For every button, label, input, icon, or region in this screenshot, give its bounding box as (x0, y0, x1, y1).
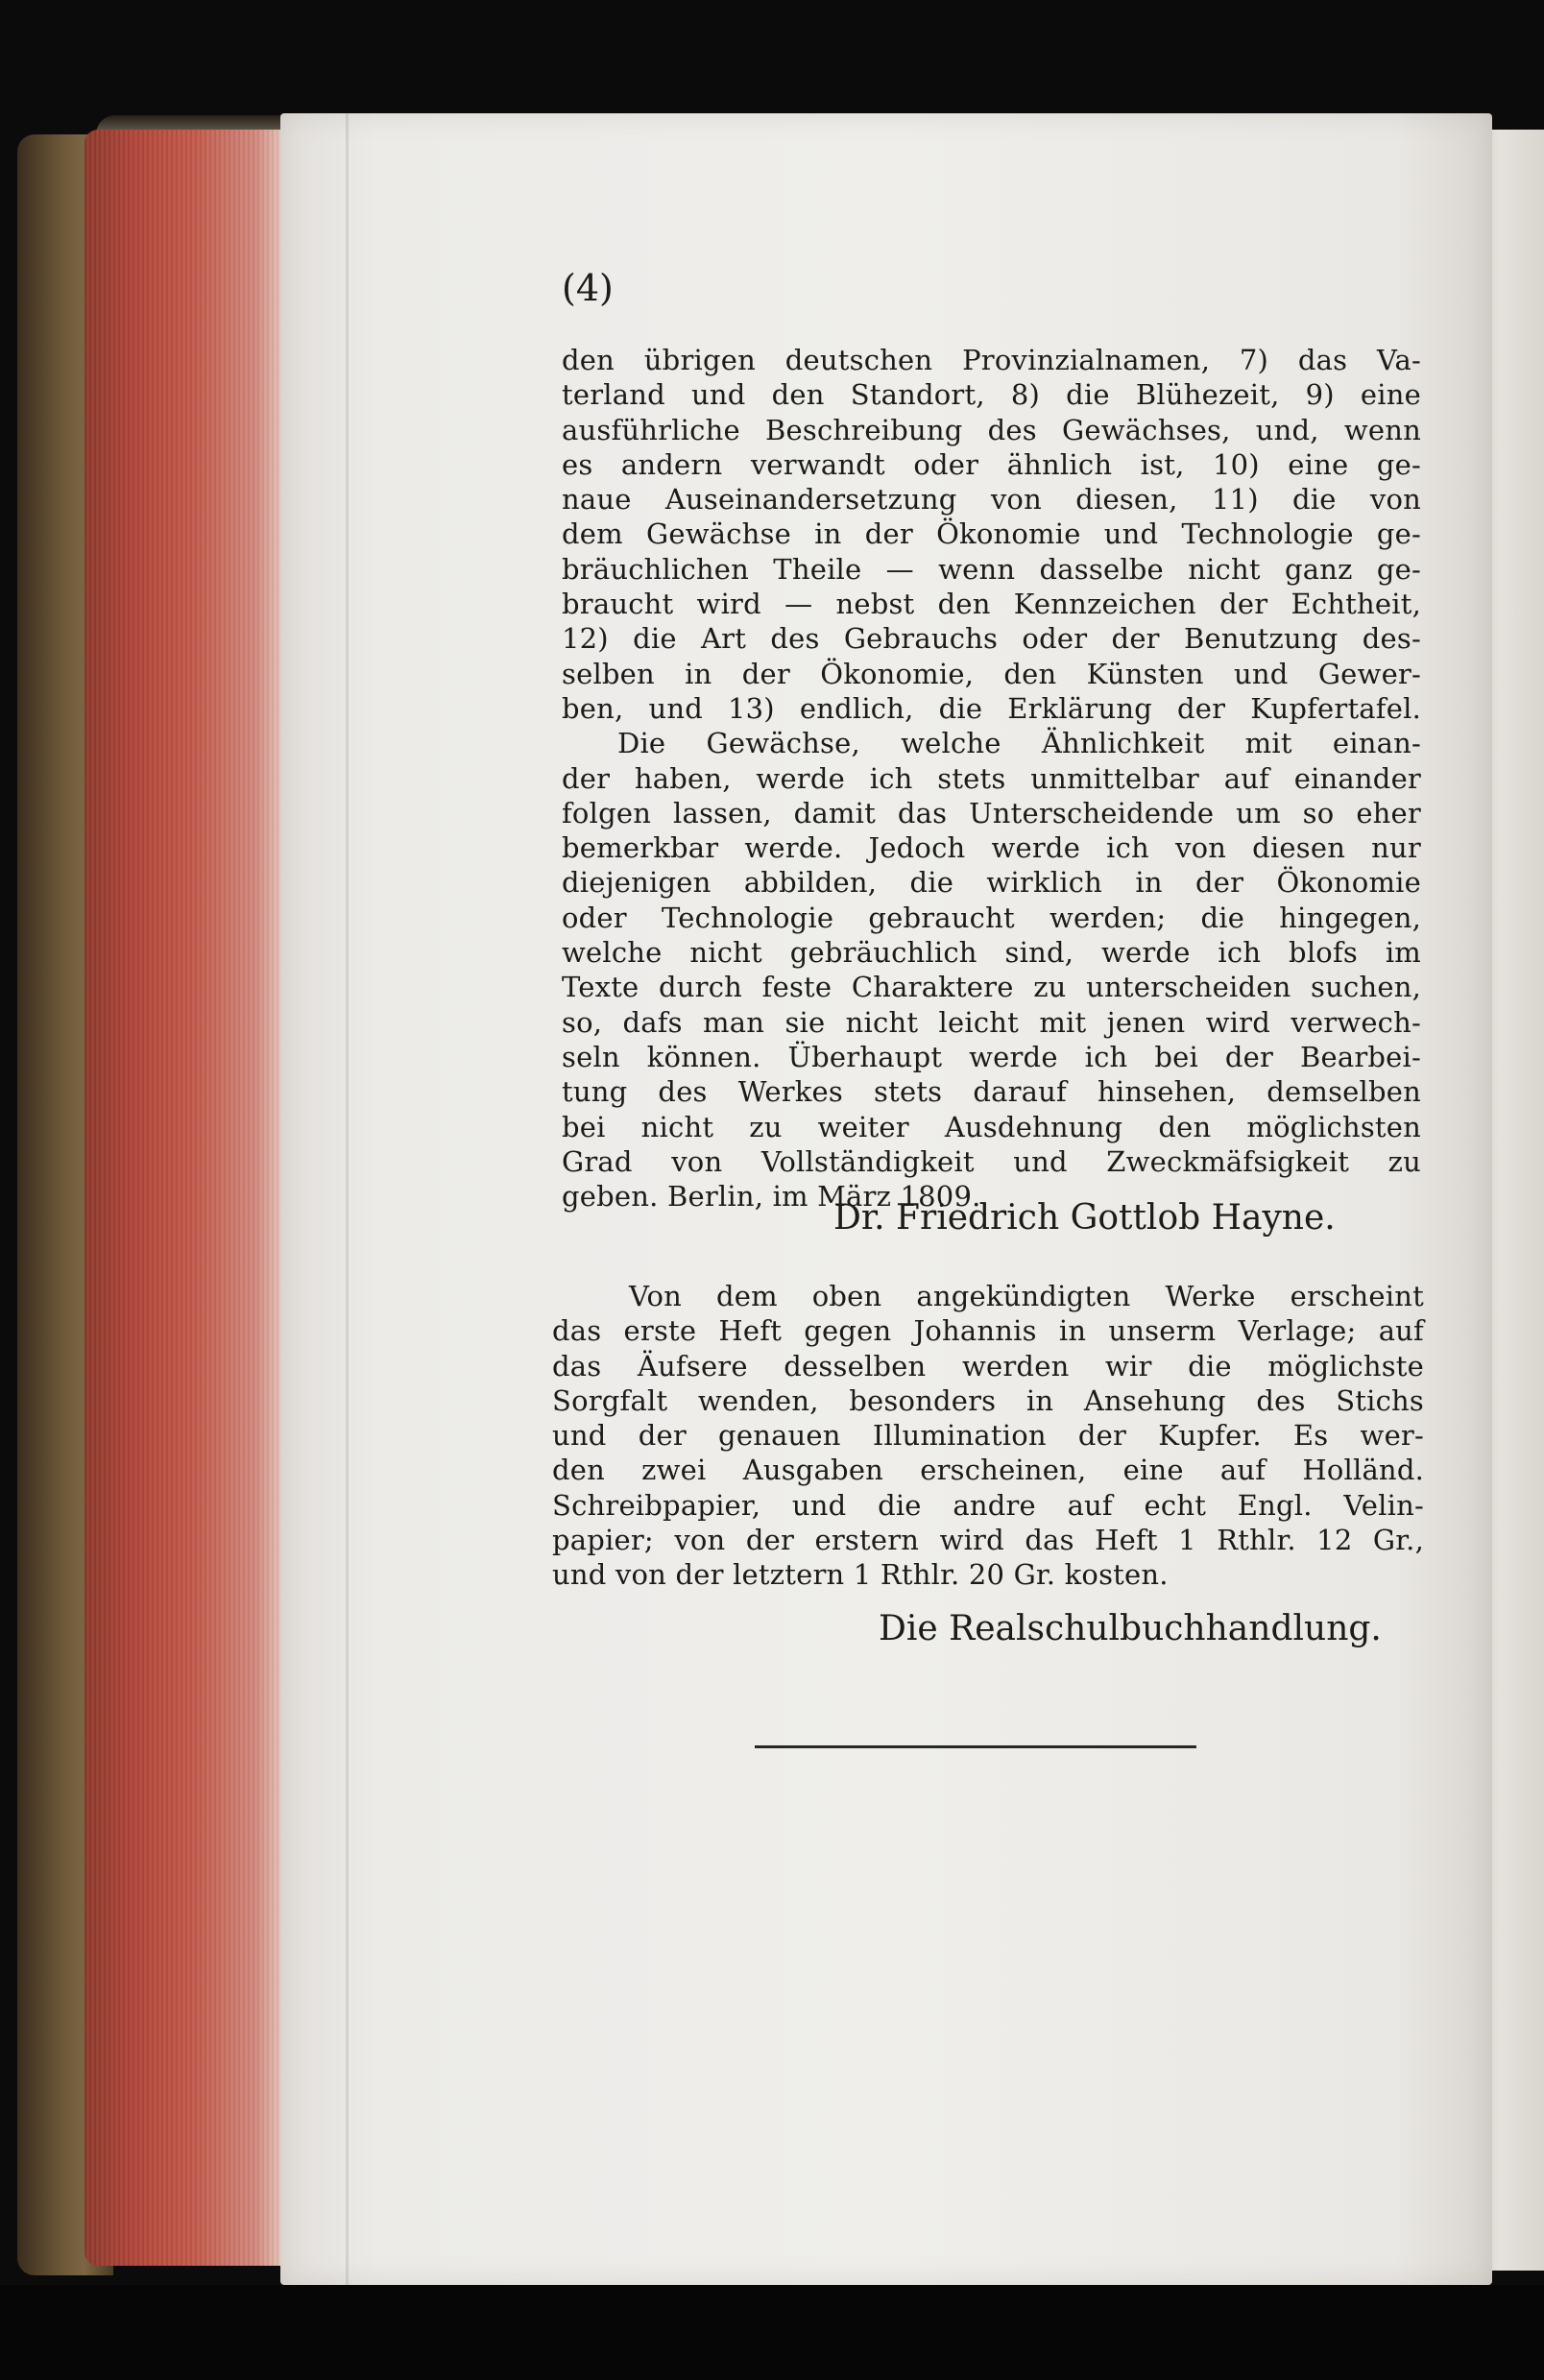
background-shadow (0, 2285, 1544, 2380)
red-page-edges (84, 130, 286, 2266)
text-line: Die Gewächse, welche Ähnlichkeit mit einan- (617, 727, 1421, 760)
text-line: Sorgfalt wenden, besonders in Ansehung des Stichs (552, 1383, 1424, 1417)
text-line: braucht wird — nebst den Kennzeichen der Echtheit, (562, 588, 1421, 621)
text-line: seln können. Überhaupt werde ich bei der Bearbei- (562, 1040, 1421, 1073)
text-line: der haben, werde ich stets unmittelbar auf einander (562, 761, 1421, 795)
text-line: oder Technologie gebraucht werden; die hingegen, (562, 901, 1421, 934)
text-line: den zwei Ausgaben erscheinen, eine auf Holländ. (552, 1454, 1424, 1487)
text-line: Texte durch feste Charaktere zu unterscheiden suchen, (562, 971, 1421, 1004)
text-line: dem Gewächse in der Ökonomie und Technologie ge- (562, 517, 1421, 551)
text-line: den übrigen deutschen Provinzialnamen, 7) das Va- (562, 344, 1421, 376)
text-line: 12) die Art des Gebrauchs oder der Benutzung des- (562, 622, 1421, 656)
text-line: bemerkbar werde. Jedoch werde ich von diesen nur (562, 831, 1421, 865)
text-line: und von der letztern 1 Rthlr. 20 Gr. kosten. (552, 1558, 1169, 1592)
text-line: tung des Werkes stets darauf hinsehen, demselben (562, 1075, 1421, 1109)
text-line: diejenigen abbilden, die wirklich in der Ökonomie (562, 866, 1421, 900)
paragraph-main (562, 343, 1421, 1214)
text-line: folgen lassen, damit das Unterscheidende um so eher (562, 796, 1421, 829)
text-line: bei nicht zu weiter Ausdehnung den möglichsten (562, 1110, 1421, 1143)
text-line: naue Auseinandersetzung von diesen, 11) die von (562, 483, 1421, 517)
text-line: und der genauen Illumination der Kupfer. Es wer- (552, 1419, 1424, 1453)
text-line: selben in der Ökonomie, den Künsten und Gewer- (562, 657, 1421, 690)
text-line: Von dem oben angekündigten Werke erscheint (629, 1280, 1424, 1312)
paragraph-publisher-notice (552, 1279, 1424, 1593)
text-line: welche nicht gebräuchlich sind, werde ich blofs im (562, 936, 1421, 970)
horizontal-rule (755, 1745, 1196, 1748)
page-gutter-shade (346, 113, 349, 2285)
text-line: terland und den Standort, 8) die Blühezeit, 9) eine (562, 378, 1421, 412)
author-signature: Dr. Friedrich Gottlob Hayne. (833, 1198, 1336, 1238)
page-number: (4) (562, 267, 614, 309)
text-line: bräuchlichen Theile — wenn dasselbe nicht ganz ge- (562, 552, 1421, 586)
text-line: Schreibpapier, und die andre auf echt Engl. Velin- (552, 1488, 1424, 1522)
text-line: es andern verwandt oder ähnlich ist, 10) eine ge- (562, 447, 1421, 481)
text-line: so, dafs man sie nicht leicht mit jenen wird verwech- (562, 1005, 1421, 1039)
text-line: das erste Heft gegen Johannis in unserm Verlage; auf (552, 1314, 1424, 1348)
text-line: Grad von Vollständigkeit und Zweckmäfsigkeit zu (562, 1144, 1421, 1178)
text-line: papier; von der erstern wird das Heft 1 Rthlr. 12 Gr., (552, 1524, 1424, 1557)
publisher-signature: Die Realschulbuchhandlung. (879, 1609, 1382, 1648)
text-line: geben. Berlin, im März 1809. (562, 1180, 981, 1214)
text-line: ben, und 13) endlich, die Erklärung der Kupfertafel. (562, 691, 1421, 725)
text-line: das Äufsere desselben werden wir die möglichste (552, 1349, 1424, 1382)
text-line: ausführliche Beschreibung des Gewächses, und, wenn (562, 413, 1421, 446)
